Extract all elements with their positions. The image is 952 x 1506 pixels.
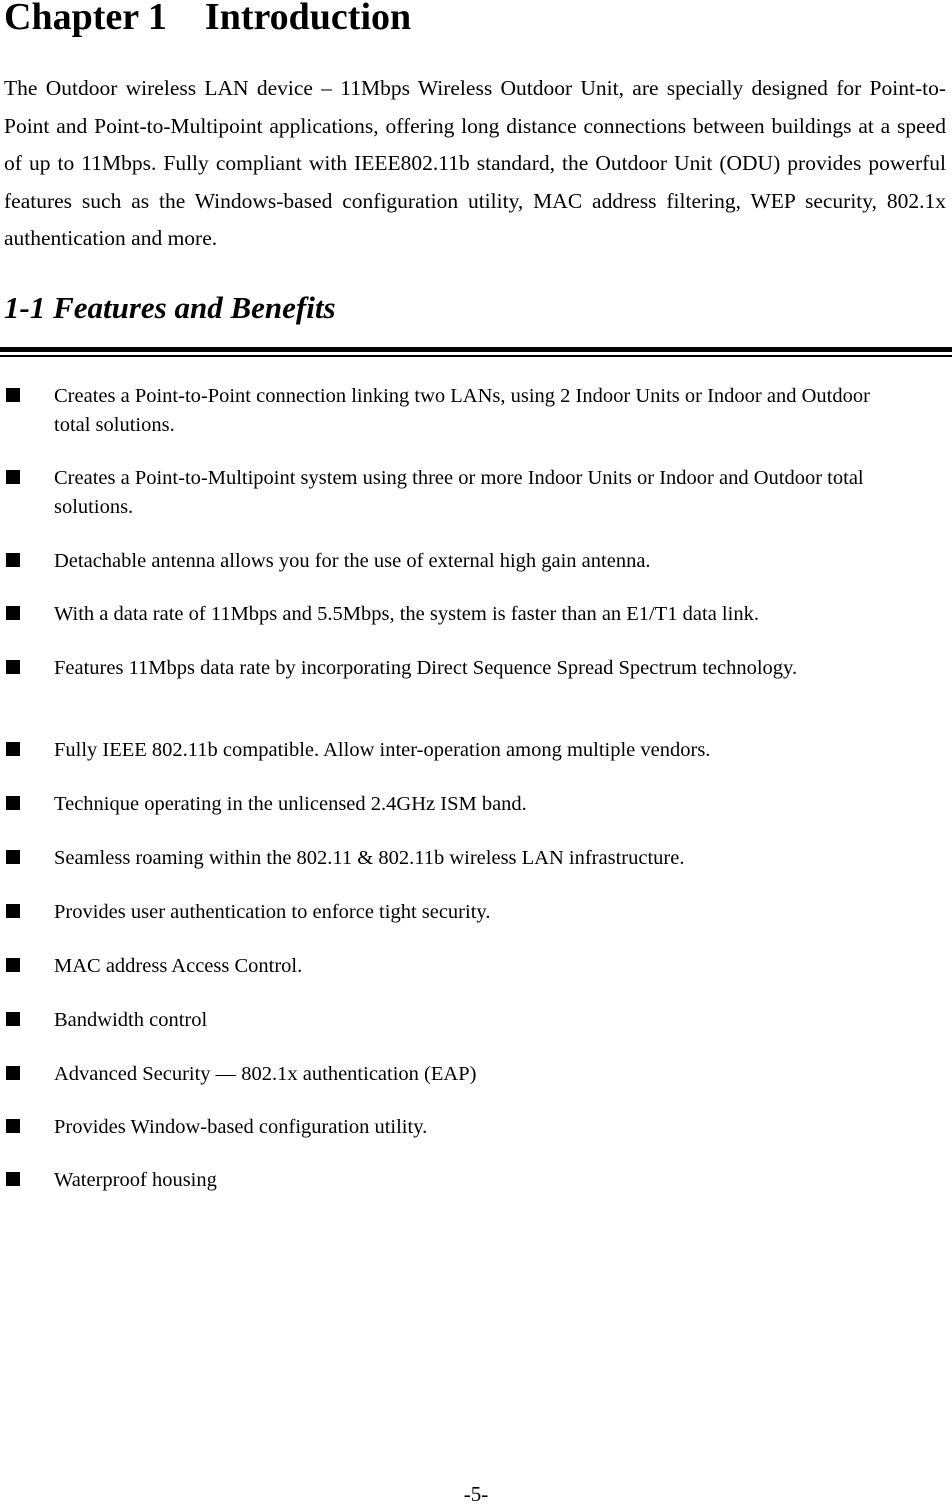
intro-paragraph: The Outdoor wireless LAN device – 11Mbps Wireless Outdoor Unit, are specially designed for Point-to-Point and Point-to-Multipoint applications, offering long distance connections between buildings at a speed of up to 11Mbps. Fully compliant with IEEE802.11b standard, the Outdoor Unit (ODU) provides powerful features such as the Windows-based configuration utility, MAC address filtering, WEP security, 802.1x authentication and more. [4,76,946,250]
square-bullet-icon [6,553,20,567]
feature-item [6,1060,886,1089]
feature-text: Creates a Point-to-Multipoint system using three or more Indoor Units or Indoor and Outdoor total solutions. [54,467,864,518]
square-bullet-icon [6,958,20,972]
feature-item [6,654,886,683]
feature-text: Creates a Point-to-Point connection linking two LANs, using 2 Indoor Units or Indoor and Outdoor total solutions. [54,385,870,436]
square-bullet-icon [6,1012,20,1026]
feature-text: Fully IEEE 802.11b compatible. Allow inter-operation among multiple vendors. [54,739,711,761]
square-bullet-icon [6,1066,20,1080]
feature-item [6,464,886,522]
feature-text: Waterproof housing [54,1169,217,1191]
feature-text: Seamless roaming within the 802.11 & 802.11b wireless LAN infrastructure. [54,847,685,869]
feature-item [6,952,886,981]
feature-item [6,736,886,765]
square-bullet-icon [6,606,20,620]
feature-text: Technique operating in the unlicensed 2.4GHz ISM band. [54,793,527,815]
feature-item [6,1113,886,1142]
feature-item [6,790,886,819]
square-bullet-icon [6,388,20,402]
square-bullet-icon [6,1119,20,1133]
feature-text: Advanced Security — 802.1x authentication (EAP) [54,1063,477,1085]
square-bullet-icon [6,904,20,918]
square-bullet-icon [6,660,20,674]
feature-item [6,1166,886,1195]
feature-text: MAC address Access Control. [54,955,303,977]
feature-item [6,382,886,440]
feature-item [6,600,886,629]
feature-text: With a data rate of 11Mbps and 5.5Mbps, the system is faster than an E1/T1 data link. [54,603,759,625]
square-bullet-icon [6,742,20,756]
chapter-title: Chapter 1 Introduction [4,0,412,38]
section-heading: 1-1 Features and Benefits [4,290,336,325]
feature-text: Provides user authentication to enforce tight security. [54,901,491,923]
square-bullet-icon [6,850,20,864]
section-rule-thin [0,355,952,357]
square-bullet-icon [6,470,20,484]
feature-item [6,844,886,873]
section-rule-thick [0,347,952,352]
feature-text: Provides Window-based configuration utility. [54,1116,428,1138]
feature-item [6,547,886,576]
feature-item [6,898,886,927]
square-bullet-icon [6,796,20,810]
feature-text: Features 11Mbps data rate by incorporating Direct Sequence Spread Spectrum technology. [54,657,798,679]
feature-text: Detachable antenna allows you for the use of external high gain antenna. [54,550,651,572]
square-bullet-icon [6,1172,20,1186]
feature-text: Bandwidth control [54,1009,208,1031]
page-number: -5- [463,1482,489,1506]
feature-item [6,1006,886,1035]
